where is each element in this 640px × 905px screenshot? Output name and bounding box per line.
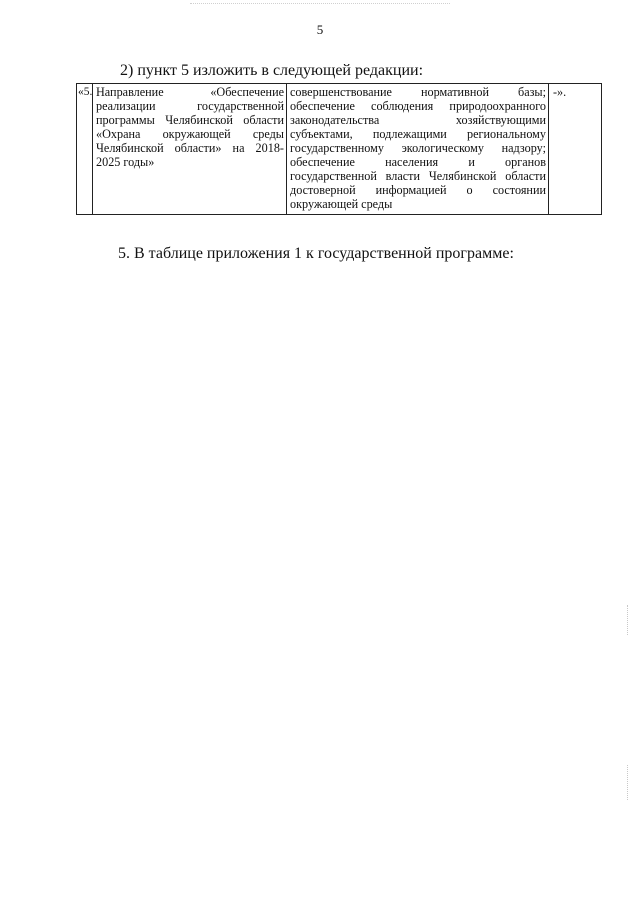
scan-margin-mark — [627, 605, 629, 635]
tasks-line: субъектами, подлежащими региональному — [290, 127, 546, 141]
tasks-line: государственному экологическому надзору; — [290, 141, 546, 155]
amendment-table — [76, 83, 602, 215]
tasks-line: окружающей среды — [290, 197, 393, 211]
section-five-heading: 5. В таблице приложения 1 к государственной программе: — [118, 245, 514, 262]
page-number: 5 — [316, 22, 324, 37]
row-number-cell: «5. — [77, 84, 93, 215]
amendment-intro: 2) пункт 5 изложить в следующей редакции: — [120, 62, 424, 79]
tasks-line: достоверной информацией о состоянии — [290, 183, 546, 197]
tasks-line: обеспечение соблюдения природоохранного — [290, 99, 546, 113]
tasks-line: обеспечение населения и органов — [290, 155, 546, 169]
scan-artifact — [190, 3, 450, 8]
tasks-line: совершенствование нормативной базы; — [290, 85, 546, 99]
direction-cell: Направление «Обеспечение реализации государственной программы Челябинской области «Охрана окружающей среды Челябинской области» на 2018-2025 годы» — [93, 84, 287, 215]
table-row — [77, 84, 602, 215]
tasks-line: законодательства хозяйствующими — [290, 113, 546, 127]
tasks-line: государственной власти Челябинской области — [290, 169, 546, 183]
tasks-cell — [287, 84, 549, 215]
closing-cell: -». — [549, 84, 602, 215]
scan-margin-mark — [627, 765, 629, 800]
